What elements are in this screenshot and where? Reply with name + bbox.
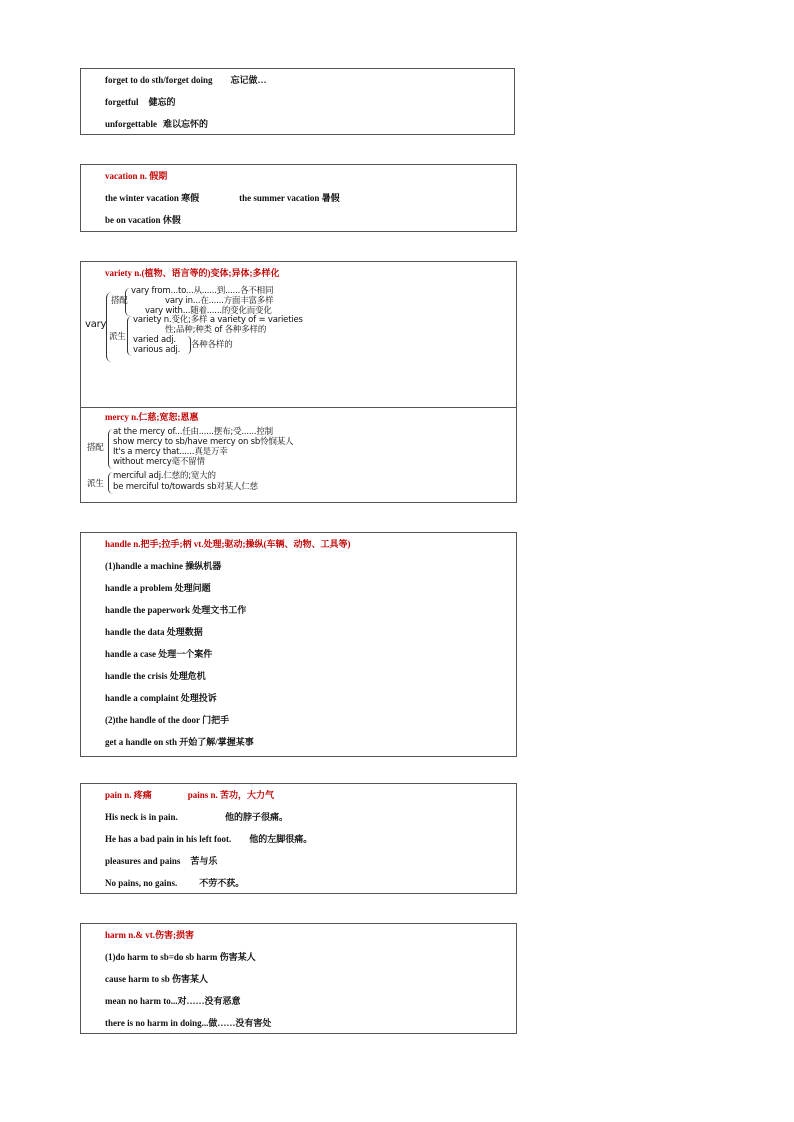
- vary-collocation-brace: [125, 288, 130, 316]
- vary-root: vary: [85, 319, 107, 330]
- variety-title: variety n.(植物、语言等的)变体;异体;多样化: [105, 268, 280, 278]
- vary-derivation-3: varied adj.: [133, 335, 176, 345]
- handle-line-5: handle a case 处理一个案件: [105, 649, 213, 659]
- vacation-line-1: the winter vacation 寒假 the summer vacation 暑假: [105, 193, 340, 203]
- vacation-title: vacation n. 假期: [105, 171, 168, 181]
- harm-line-4: there is no harm in doing...做……没有害处: [105, 1018, 272, 1028]
- handle-title: handle n.把手;拉手;柄 vt.处理;驱动;操纵(车辆、动物、工具等): [105, 539, 351, 549]
- harm-line-2: cause harm to sb 伤害某人: [105, 974, 208, 984]
- handle-box: [80, 532, 517, 757]
- vacation-line-2: be on vacation 休假: [105, 215, 181, 225]
- vary-derivation-4: various adj.: [133, 345, 181, 355]
- handle-line-4: handle the data 处理数据: [105, 627, 203, 637]
- handle-line-2: handle a problem 处理问题: [105, 583, 211, 593]
- vary-derivation-1: variety n.变化;多样 a variety of = varieties: [133, 315, 303, 325]
- pain-line-4: No pains, no gains. 不劳不获。: [105, 878, 245, 888]
- handle-line-1: (1)handle a machine 操纵机器: [105, 561, 222, 571]
- harm-title: harm n.& vt.伤害;损害: [105, 930, 194, 940]
- mercy-collocation-4: without mercy毫不留情: [113, 457, 205, 467]
- vary-collocation-label: 搭配: [111, 296, 128, 306]
- harm-line-3: mean no harm to...对……没有恶意: [105, 996, 241, 1006]
- forget-line-3: unforgettable 难以忘怀的: [105, 119, 209, 129]
- pain-line-3: pleasures and pains 苦与乐: [105, 856, 218, 866]
- harm-box: [80, 923, 517, 1034]
- pain-title: pain n. 疼痛 pains n. 苦功，大力气: [105, 790, 275, 800]
- handle-line-7: handle a complaint 处理投诉: [105, 693, 217, 703]
- handle-line-9: get a handle on sth 开始了解/掌握某事: [105, 737, 254, 747]
- mercy-title: mercy n.仁慈;宽恕;恩惠: [105, 412, 199, 422]
- pain-line-1: His neck is in pain. 他的脖子很痛。: [105, 812, 289, 822]
- variety-mercy-divider: [81, 407, 516, 408]
- pain-line-2: He has a bad pain in his left foot. 他的左脚很痛。: [105, 834, 313, 844]
- vary-derivation-label: 派生: [109, 332, 126, 342]
- mercy-collocation-1: at the mercy of...任由......摆布;受......控制: [113, 427, 273, 437]
- mercy-collocation-2: show mercy to sb/have mercy on sb怜悯某人: [113, 437, 294, 447]
- forget-line-1: forget to do sth/forget doing 忘记做…: [105, 75, 267, 85]
- variety-mercy-box: [80, 261, 517, 503]
- harm-line-1: (1)do harm to sb=do sb harm 伤害某人: [105, 952, 256, 962]
- mercy-derivation-1: merciful adj.仁慈的;宽大的: [113, 471, 216, 481]
- vary-collocation-3: vary with...随着......的变化而变化: [145, 306, 272, 316]
- pain-box: [80, 783, 517, 894]
- vary-derivation-2: 性;品种;种类 of 各种多样的: [165, 325, 267, 335]
- forget-line-2: forgetful 健忘的: [105, 97, 176, 107]
- vary-collocation-1: vary from...to...从......到......各不相同: [131, 286, 274, 296]
- mercy-derivation-label: 派生: [87, 479, 104, 489]
- vacation-box: [80, 164, 517, 232]
- handle-line-3: handle the paperwork 处理文书工作: [105, 605, 247, 615]
- mercy-derivation-2: be merciful to/towards sb对某人仁慈: [113, 482, 258, 492]
- forget-box: [80, 68, 515, 135]
- handle-line-6: handle the crisis 处理危机: [105, 671, 206, 681]
- mercy-collocation-label: 搭配: [87, 443, 104, 453]
- handle-line-8: (2)the handle of the door 门把手: [105, 715, 230, 725]
- vary-collocation-2: vary in...在......方面丰富多样: [165, 296, 274, 306]
- vary-derivation-5: 各种各样的: [191, 340, 233, 350]
- mercy-collocation-3: It's a mercy that......真是万幸: [113, 447, 228, 457]
- vary-derivation-brace: [127, 316, 132, 356]
